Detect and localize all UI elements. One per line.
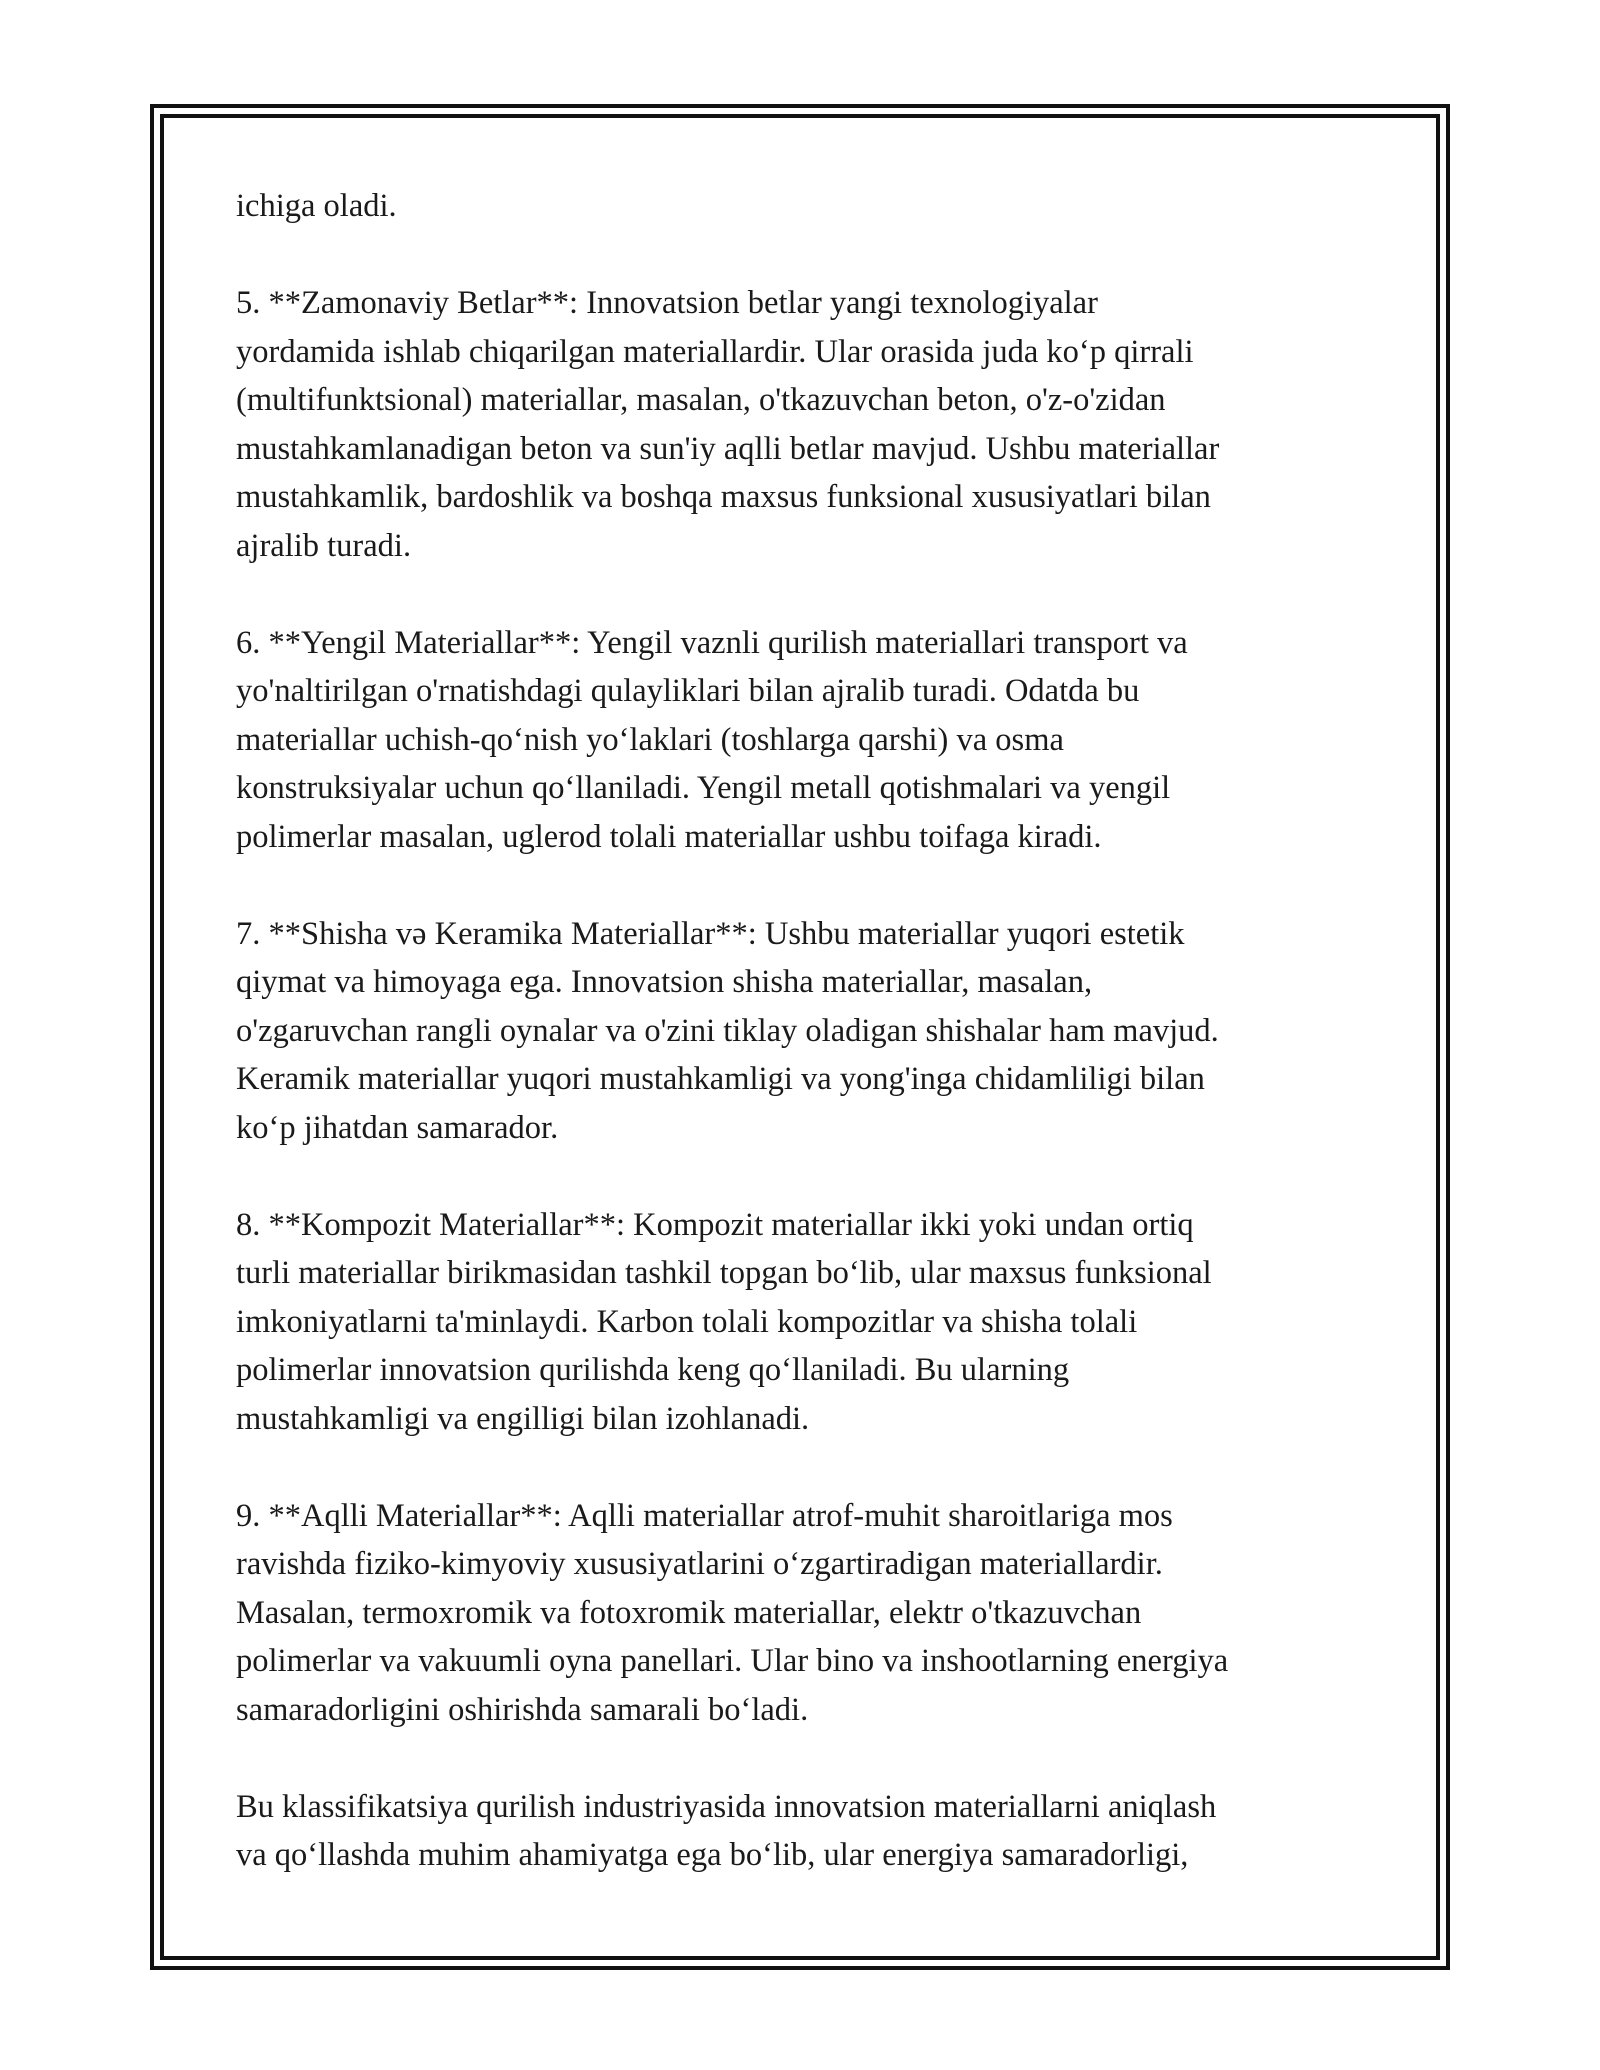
text-line: 9. **Aqlli Materiallar**: Aqlli materiallar atrof-muhit sharoitlariga mos (236, 1497, 1173, 1534)
text-line: ajralib turadi. (236, 527, 412, 564)
paragraph-continuation (236, 182, 1366, 231)
text-line: ichiga oladi. (236, 188, 397, 224)
paragraph-conclusion (236, 1783, 1366, 1880)
text-line: Masalan, termoxromik va fotoxromik materiallar, elektr o'tkazuvchan (236, 1594, 1142, 1631)
text-line: mustahkamlik, bardoshlik va boshqa maxsus funksional xususiyatlari bilan (236, 479, 1211, 515)
text-line: Bu klassifikatsiya qurilish industriyasida innovatsion materiallarni aniqlash (236, 1788, 1217, 1825)
document-body (236, 182, 1366, 1928)
text-line: materiallar uchish-qoʻnish yoʻlaklari (toshlarga qarshi) va osma (236, 721, 1064, 758)
text-line: (multifunktsional) materiallar, masalan, o'tkazuvchan beton, o'z-o'zidan (236, 382, 1166, 418)
text-line: yordamida ishlab chiqarilgan materiallardir. Ular orasida juda koʻp qirrali (236, 333, 1194, 370)
text-line: va qoʻllashda muhim ahamiyatga ega boʻlib, ular energiya samaradorligi, (236, 1837, 1189, 1873)
text-line: mustahkamlanadigan beton va sun'iy aqlli betlar mavjud. Ushbu materiallar (236, 430, 1220, 467)
paragraph-item-5 (236, 279, 1366, 570)
text-line: o'zgaruvchan rangli oynalar va o'zini tiklay oladigan shishalar ham mavjud. (236, 1012, 1219, 1049)
text-line: 7. **Shisha və Keramika Materiallar**: Ushbu materiallar yuqori estetik (236, 915, 1185, 952)
text-line: polimerlar va vakuumli oyna panellari. Ular bino va inshootlarning energiya (236, 1643, 1229, 1679)
text-line: imkoniyatlarni ta'minlaydi. Karbon tolali kompozitlar va shisha tolali (236, 1303, 1138, 1340)
paragraph-item-9 (236, 1492, 1366, 1735)
text-line: 8. **Kompozit Materiallar**: Kompozit materiallar ikki yoki undan ortiq (236, 1206, 1194, 1243)
text-line: polimerlar innovatsion qurilishda keng qoʻllaniladi. Bu ularning (236, 1352, 1070, 1388)
text-line: mustahkamligi va engilligi bilan izohlanadi. (236, 1400, 810, 1437)
text-line: konstruksiyalar uchun qoʻllaniladi. Yengil metall qotishmalari va yengil (236, 770, 1171, 806)
text-line: samaradorligini oshirishda samarali boʻladi. (236, 1691, 809, 1728)
text-line: 6. **Yengil Materiallar**: Yengil vaznli qurilish materiallari transport va (236, 624, 1188, 661)
text-line: qiymat va himoyaga ega. Innovatsion shisha materiallar, masalan, (236, 964, 1093, 1000)
text-line: turli materiallar birikmasidan tashkil topgan boʻlib, ular maxsus funksional (236, 1255, 1212, 1291)
text-line: Keramik materiallar yuqori mustahkamligi va yong'inga chidamliligi bilan (236, 1061, 1205, 1097)
paragraph-item-8 (236, 1201, 1366, 1444)
text-line: koʻp jihatdan samarador. (236, 1109, 559, 1146)
text-line: yo'naltirilgan o'rnatishdagi qulayliklari bilan ajralib turadi. Odatda bu (236, 673, 1140, 709)
text-line: polimerlar masalan, uglerod tolali materiallar ushbu toifaga kiradi. (236, 818, 1102, 855)
text-line: ravishda fiziko-kimyoviy xususiyatlarini oʻzgartiradigan materiallardir. (236, 1546, 1163, 1582)
text-line: 5. **Zamonaviy Betlar**: Innovatsion betlar yangi texnologiyalar (236, 285, 1098, 321)
paragraph-item-7 (236, 910, 1366, 1153)
paragraph-item-6 (236, 619, 1366, 862)
